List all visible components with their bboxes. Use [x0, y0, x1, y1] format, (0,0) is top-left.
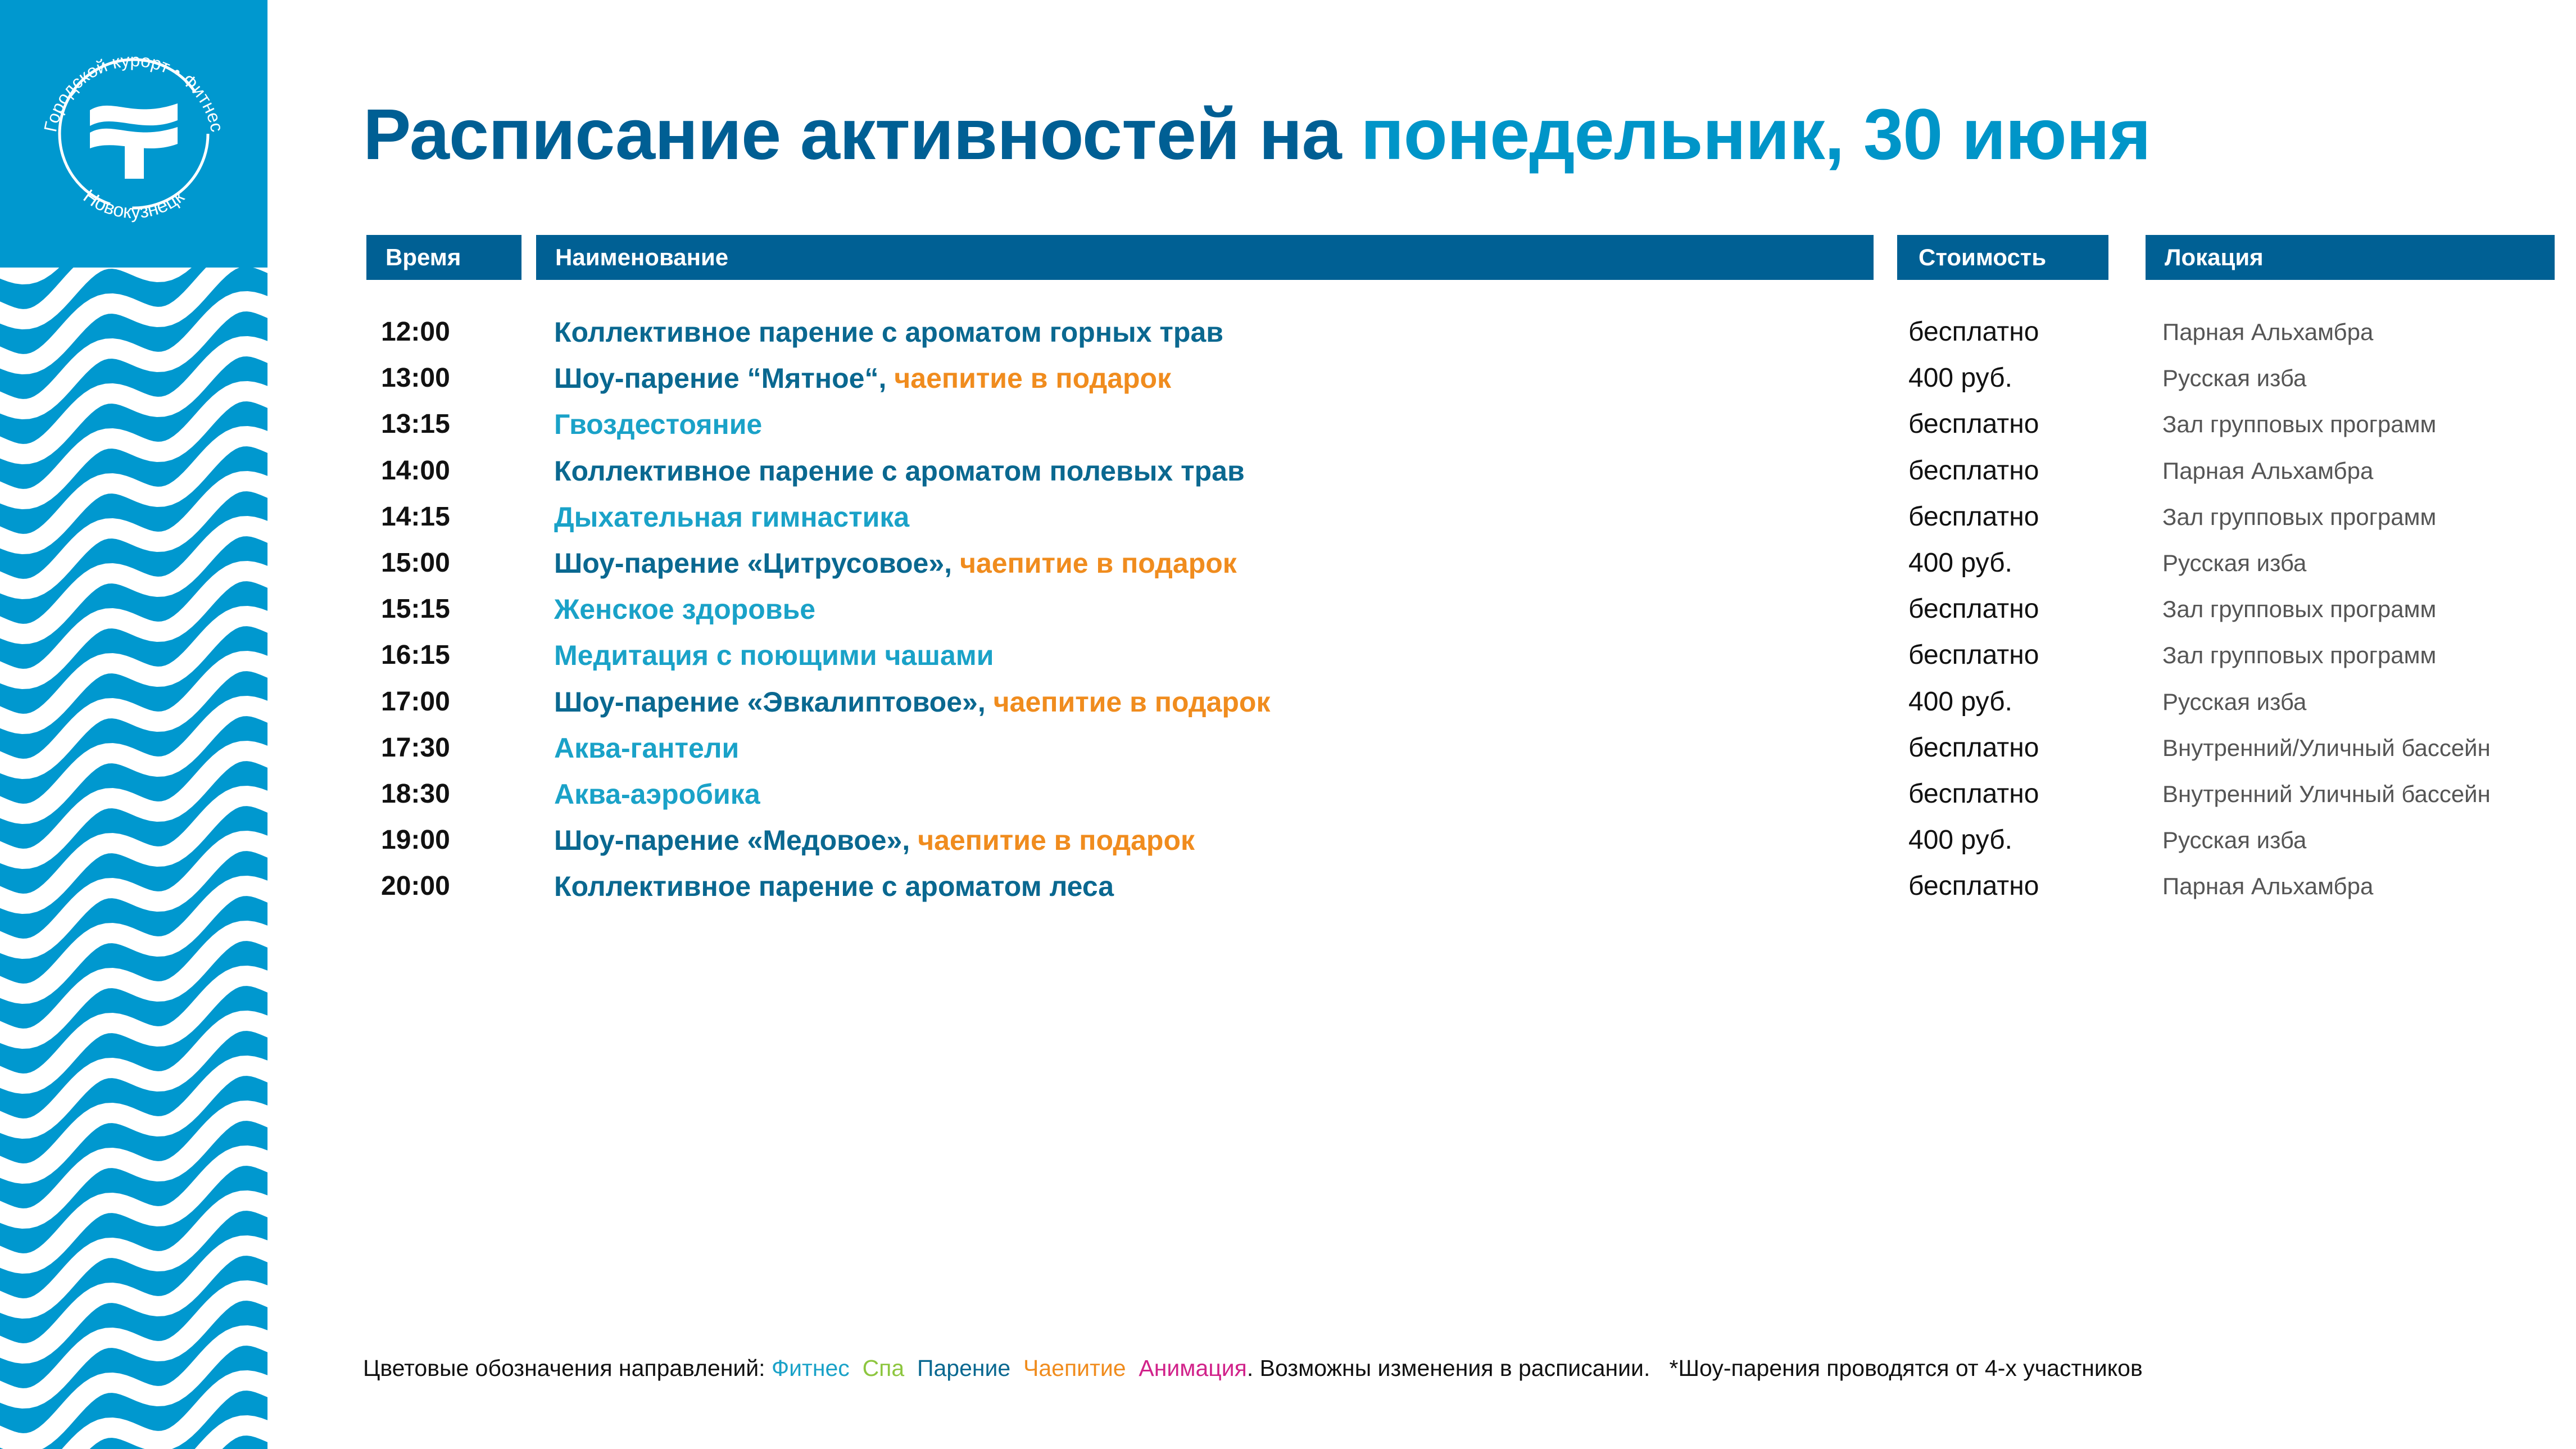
row-location: Русская изба	[2162, 827, 2307, 854]
row-location: Русская изба	[2162, 688, 2307, 715]
row-cost: 400 руб.	[1908, 363, 2012, 393]
row-time: 13:15	[381, 409, 450, 440]
row-cost: бесплатно	[1908, 409, 2039, 440]
row-name: Медитация с поющими чашами	[554, 640, 994, 672]
legend-tea: Чаепитие	[1023, 1355, 1126, 1381]
table-row	[0, 359, 2576, 405]
row-time: 14:15	[381, 501, 450, 532]
table-row	[0, 405, 2576, 451]
row-name: Женское здоровье	[554, 594, 816, 626]
table-row	[0, 313, 2576, 359]
title-date: понедельник, 30 июня	[1360, 94, 2151, 175]
row-time: 15:00	[381, 547, 450, 578]
row-name: Шоу-парение «Цитрусовое», чаепитие в подарок	[554, 547, 1237, 579]
schedule-notice: . Возможны изменения в расписании. *Шоу-парения проводятся от 4-х участников	[1246, 1355, 2143, 1381]
row-cost: бесплатно	[1908, 732, 2039, 763]
row-location: Парная Альхамбра	[2162, 319, 2374, 345]
header-time: Время	[366, 235, 521, 280]
row-name: Аква-аэробика	[554, 778, 760, 810]
row-time: 13:00	[381, 363, 450, 393]
tea-gift-note: чаепитие в подарок	[894, 363, 1172, 395]
color-legend	[363, 1351, 2143, 1385]
row-time: 19:00	[381, 825, 450, 855]
row-location: Внутренний/Уличный бассейн	[2162, 734, 2491, 761]
legend-steam: Парение	[917, 1355, 1011, 1381]
row-location: Зал групповых программ	[2162, 642, 2437, 669]
row-name: Коллективное парение с ароматом горных трав	[554, 316, 1223, 348]
row-name: Коллективное парение с ароматом полевых трав	[554, 455, 1245, 487]
table-row	[0, 728, 2576, 775]
row-time: 15:15	[381, 594, 450, 624]
legend-animation: Анимация	[1139, 1355, 1247, 1381]
row-name: Аква-гантели	[554, 732, 740, 764]
schedule-table	[0, 313, 2576, 913]
row-location: Зал групповых программ	[2162, 596, 2437, 623]
row-cost: бесплатно	[1908, 778, 2039, 809]
tea-gift-note: чаепитие в подарок	[959, 547, 1237, 579]
row-cost: бесплатно	[1908, 594, 2039, 624]
row-cost: 400 руб.	[1908, 825, 2012, 855]
row-location: Внутренний Уличный бассейн	[2162, 780, 2491, 807]
row-time: 17:30	[381, 732, 450, 763]
row-location: Зал групповых программ	[2162, 503, 2437, 530]
header-location: Локация	[2146, 235, 2555, 280]
table-row	[0, 590, 2576, 636]
row-name: Дыхательная гимнастика	[554, 501, 910, 533]
header-cost: Стоимость	[1897, 235, 2108, 280]
logo-ring-text-top: Городской курорт • Фитнес	[40, 49, 228, 134]
row-name: Шоу-парение «Медовое», чаепитие в подарок	[554, 825, 1195, 857]
row-name: Шоу-парение “Мятное“, чаепитие в подарок	[554, 363, 1172, 395]
header-name: Наименование	[536, 235, 1874, 280]
row-time: 18:30	[381, 778, 450, 809]
logo-badge	[0, 0, 267, 268]
page-title	[363, 90, 2151, 180]
row-name: Шоу-парение «Эвкалиптовое», чаепитие в подарок	[554, 686, 1271, 718]
table-row	[0, 636, 2576, 682]
table-row	[0, 451, 2576, 497]
row-time: 14:00	[381, 455, 450, 486]
row-name: Коллективное парение с ароматом леса	[554, 871, 1114, 903]
legend-spa: Спа	[862, 1355, 905, 1381]
tea-gift-note: чаепитие в подарок	[993, 686, 1271, 718]
row-cost: бесплатно	[1908, 317, 2039, 347]
row-time: 17:00	[381, 686, 450, 717]
row-cost: бесплатно	[1908, 640, 2039, 671]
row-time: 20:00	[381, 871, 450, 902]
legend-fitness: Фитнес	[771, 1355, 850, 1381]
row-cost: бесплатно	[1908, 871, 2039, 902]
row-location: Русская изба	[2162, 365, 2307, 392]
table-row	[0, 867, 2576, 913]
legend-prefix: Цветовые обозначения направлений:	[363, 1355, 772, 1381]
tea-gift-note: чаепитие в подарок	[918, 825, 1195, 857]
row-location: Парная Альхамбра	[2162, 873, 2374, 900]
row-cost: бесплатно	[1908, 455, 2039, 486]
table-row	[0, 682, 2576, 728]
logo-ring-text-bottom: Новокузнецк	[79, 185, 188, 223]
ft-monogram-icon	[90, 103, 178, 179]
row-cost: бесплатно	[1908, 501, 2039, 532]
brand-logo	[0, 0, 267, 268]
title-main: Расписание активностей на	[363, 94, 1361, 175]
row-cost: 400 руб.	[1908, 686, 2012, 717]
row-location: Русская изба	[2162, 549, 2307, 576]
row-location: Зал групповых программ	[2162, 411, 2437, 438]
table-row	[0, 821, 2576, 867]
table-row	[0, 544, 2576, 590]
row-cost: 400 руб.	[1908, 547, 2012, 578]
row-name: Гвоздестояние	[554, 409, 763, 441]
row-location: Парная Альхамбра	[2162, 457, 2374, 484]
table-row	[0, 775, 2576, 821]
row-time: 16:15	[381, 640, 450, 671]
row-time: 12:00	[381, 317, 450, 347]
table-row	[0, 497, 2576, 544]
